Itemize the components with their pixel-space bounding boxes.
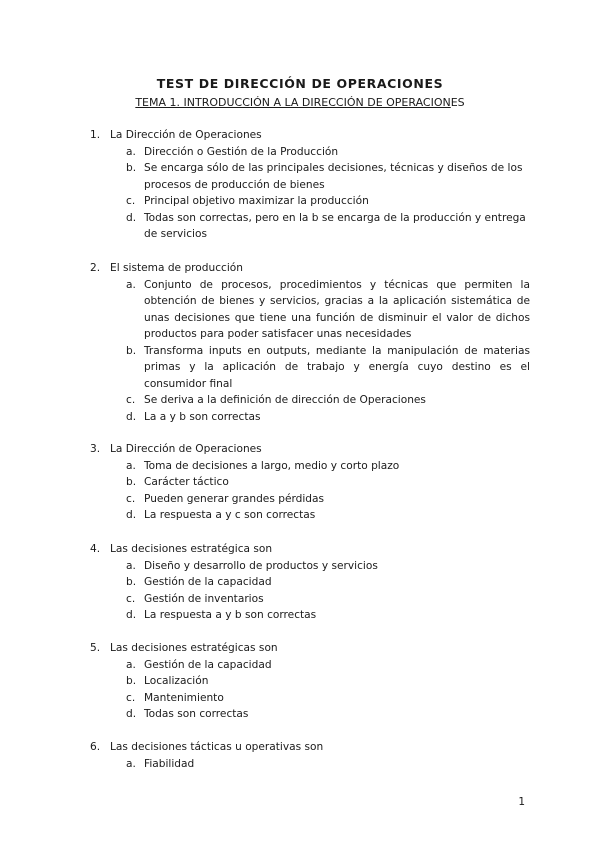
option-item [90,607,530,624]
option-item [90,574,530,591]
option-item [90,591,530,608]
option-letter: b. [126,162,137,174]
subtitle-rest: ES [450,96,465,109]
option-list [90,277,530,426]
option-item [90,210,530,243]
option-text: Principal objetivo maximizar la producción [144,195,369,207]
option-text: Todas son correctas [144,708,249,720]
option-item [90,673,530,690]
subtitle-underlined: TEMA 1. INTRODUCCIÓN A LA DIRECCIÓN DE OPERACION [135,96,451,109]
option-item [90,144,530,161]
option-text: La respuesta a y c son correctas [144,509,316,521]
question-stem [90,441,530,458]
option-text: La respuesta a y b son correctas [144,609,317,621]
question-1 [90,127,530,243]
option-list [90,558,530,624]
question-stem [90,640,530,657]
option-text: La a y b son correctas [144,410,261,423]
option-letter: d. [126,211,137,224]
option-text: Transforma inputs en outputs, mediante la manipulación de materias primas y la aplicación de trabajo y energía cuyo destino es el consumidor final [144,344,530,390]
option-item [90,474,530,491]
option-letter: d. [126,410,137,423]
option-text: Dirección o Gestión de la Producción [144,145,339,158]
question-stem [90,260,530,277]
option-item [90,558,530,575]
option-item [90,458,530,475]
document-title: TEST DE DIRECCIÓN DE OPERACIONES [156,76,444,91]
option-letter: a. [126,145,136,158]
option-text: Gestión de la capacidad [144,576,272,588]
option-letter: b. [126,476,137,488]
option-text: Gestión de inventarios [144,592,264,605]
option-item [90,657,530,674]
option-item [90,160,530,193]
question-number: 1. [90,129,101,141]
option-text: Mantenimiento [144,691,224,704]
question-text: Las decisiones tácticas u operativas son [110,741,324,753]
question-text: Las decisiones estratégica son [110,543,273,555]
option-item [90,690,530,707]
document-subtitle [0,96,600,109]
option-letter: c. [126,691,136,704]
question-number: 5. [90,642,101,654]
option-letter: a. [126,459,136,472]
option-text: Gestión de la capacidad [144,658,272,671]
question-number: 2. [90,262,101,274]
question-text: Las decisiones estratégicas son [110,642,278,654]
option-list [90,756,530,773]
option-list [90,144,530,243]
question-text: La Dirección de Operaciones [110,129,262,141]
option-letter: d. [126,509,137,521]
option-letter: d. [126,708,137,720]
question-stem [90,127,530,144]
option-item [90,277,530,343]
option-item [90,392,530,409]
question-number: 4. [90,543,101,555]
option-text: Todas son correctas, pero en la b se encarga de la producción y entrega de servicios [144,211,526,240]
question-stem [90,541,530,558]
option-text: Se encarga sólo de las principales decisiones, técnicas y diseños de los procesos de producción de bienes [144,162,523,191]
option-list [90,657,530,723]
question-6 [90,739,530,772]
option-letter: a. [126,559,136,572]
option-letter: c. [126,492,136,505]
option-item [90,409,530,426]
option-item [90,706,530,723]
option-item [90,507,530,524]
option-text: Carácter táctico [144,476,229,488]
question-number: 3. [90,443,101,455]
question-4 [90,541,530,624]
question-5 [90,640,530,723]
question-text: El sistema de producción [110,262,244,274]
option-list [90,458,530,524]
option-letter: c. [126,394,136,406]
question-stem [90,739,530,756]
option-letter: a. [126,278,136,291]
option-letter: a. [126,757,136,770]
option-text: Conjunto de procesos, procedimientos y técnicas que permiten la obtención de bienes y servicios, gracias a la aplicación sistemática de unas decisiones que tiene una función de disminuir el valor de dichos productos para poder satisfacer unas necesidades [144,278,530,340]
page-number: 1 [518,796,525,808]
question-number: 6. [90,741,101,753]
option-text: Se deriva a la definición de dirección de Operaciones [144,394,426,406]
option-text: Fiabilidad [144,757,195,770]
option-text: Diseño y desarrollo de productos y servicios [144,559,378,572]
question-3 [90,441,530,524]
question-2 [90,260,530,425]
option-letter: a. [126,658,136,671]
option-item [90,343,530,393]
option-item [90,193,530,210]
option-letter: d. [126,609,137,621]
option-item [90,756,530,773]
option-letter: b. [126,344,137,357]
option-letter: b. [126,675,137,687]
question-text: La Dirección de Operaciones [110,443,262,455]
option-text: Localización [144,675,209,687]
option-letter: c. [126,592,136,605]
option-letter: b. [126,576,137,588]
option-text: Toma de decisiones a largo, medio y corto plazo [144,459,400,472]
option-item [90,491,530,508]
option-letter: c. [126,195,136,207]
option-text: Pueden generar grandes pérdidas [144,492,325,505]
